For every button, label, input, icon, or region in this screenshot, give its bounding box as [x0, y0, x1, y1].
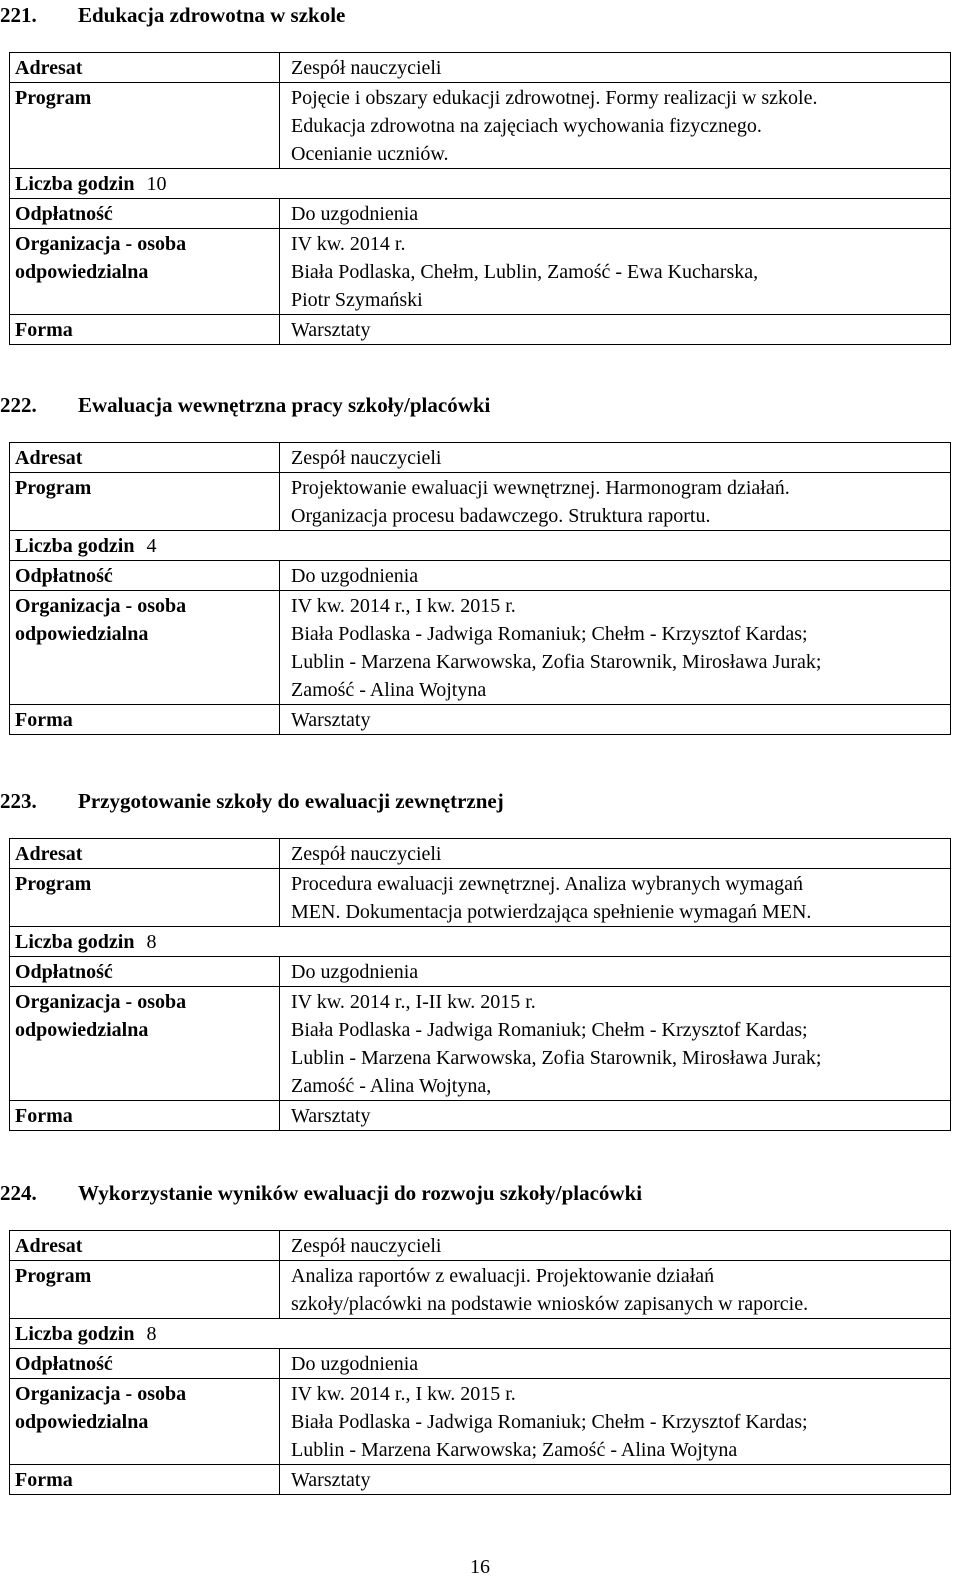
adresat-text: Zespół nauczycieli: [291, 1235, 442, 1257]
fee-row-label: [10, 957, 280, 987]
program-line: Ocenianie uczniów.: [291, 143, 449, 165]
form-row-label: [10, 705, 280, 735]
organization-row-value: [280, 591, 951, 705]
program-line: Organizacja procesu badawczego. Struktura raportu.: [291, 505, 711, 527]
hours-label: [10, 169, 951, 199]
label-text: Organizacja - osoba: [15, 1383, 187, 1405]
label-text: Organizacja - osoba: [15, 595, 187, 617]
fee-row: [10, 1349, 951, 1379]
label-text: Program: [15, 1265, 92, 1287]
program-line: Analiza raportów z ewaluacji. Projektowanie działań: [291, 1265, 715, 1287]
fee-text: Do uzgodnienia: [291, 203, 419, 225]
org-line: Biała Podlaska - Jadwiga Romaniuk; Chełm - Krzysztof Kardas;: [291, 623, 808, 645]
fee-row-label: [10, 1349, 280, 1379]
section-number: 224.: [0, 1181, 37, 1205]
label-text: odpowiedzialna: [15, 1019, 149, 1041]
adresat-row-label: [10, 53, 280, 83]
section-heading: [0, 786, 504, 816]
hours-label: [10, 531, 951, 561]
section-title: Przygotowanie szkoły do ewaluacji zewnętrznej: [78, 789, 504, 813]
organization-row-label: [10, 987, 280, 1101]
program-row-value: [280, 869, 951, 927]
section-number: 221.: [0, 3, 37, 27]
form-row-value: [280, 1465, 951, 1495]
label-text: odpowiedzialna: [15, 623, 149, 645]
program-row-value: [280, 83, 951, 169]
organization-row-value: [280, 987, 951, 1101]
label-text: Forma: [15, 709, 73, 731]
org-line: IV kw. 2014 r., I-II kw. 2015 r.: [291, 991, 536, 1013]
section-heading: [0, 390, 490, 420]
label-text: odpowiedzialna: [15, 261, 149, 283]
form-row: [10, 1101, 951, 1131]
label-text: Adresat: [15, 57, 83, 79]
adresat-row-value: [280, 839, 951, 869]
org-line: Zamość - Alina Wojtyna: [291, 679, 487, 701]
form-row-label: [10, 315, 280, 345]
organization-row-label: [10, 591, 280, 705]
adresat-row: [10, 53, 951, 83]
fee-text: Do uzgodnienia: [291, 1353, 419, 1375]
adresat-row: [10, 443, 951, 473]
org-line: Biała Podlaska - Jadwiga Romaniuk; Chełm - Krzysztof Kardas;: [291, 1411, 808, 1433]
program-row: [10, 1261, 951, 1319]
label-text: Odpłatność: [15, 1353, 113, 1375]
program-row: [10, 473, 951, 531]
organization-row: [10, 591, 951, 705]
program-row-label: [10, 473, 280, 531]
hours-value: 4: [146, 535, 157, 557]
forma-text: Warsztaty: [291, 1469, 371, 1491]
fee-row-value: [280, 561, 951, 591]
form-row-value: [280, 315, 951, 345]
fee-row-value: [280, 957, 951, 987]
label-text: Odpłatność: [15, 203, 113, 225]
adresat-row: [10, 1231, 951, 1261]
program-line: szkoły/placówki na podstawie wniosków zapisanych w raporcie.: [291, 1293, 809, 1315]
organization-row: [10, 987, 951, 1101]
org-line: IV kw. 2014 r.: [291, 233, 406, 255]
hours-value: 8: [146, 1323, 157, 1345]
organization-row: [10, 229, 951, 315]
forma-text: Warsztaty: [291, 709, 371, 731]
label-text: Liczba godzin: [15, 931, 135, 953]
adresat-row-value: [280, 53, 951, 83]
program-line: MEN. Dokumentacja potwierdzająca spełnienie wymagań MEN.: [291, 901, 812, 923]
label-text: Adresat: [15, 843, 83, 865]
label-text: Organizacja - osoba: [15, 991, 187, 1013]
org-line: Zamość - Alina Wojtyna,: [291, 1075, 492, 1097]
org-line: Lublin - Marzena Karwowska, Zofia Starownik, Mirosława Jurak;: [291, 1047, 822, 1069]
org-line: IV kw. 2014 r., I kw. 2015 r.: [291, 595, 516, 617]
label-text: Forma: [15, 319, 73, 341]
forma-text: Warsztaty: [291, 1105, 371, 1127]
org-line: Piotr Szymański: [291, 289, 423, 311]
hours-value: 8: [146, 931, 157, 953]
label-text: odpowiedzialna: [15, 1411, 149, 1433]
form-row-value: [280, 1101, 951, 1131]
hours-row: [10, 927, 951, 957]
adresat-text: Zespół nauczycieli: [291, 447, 442, 469]
fee-row: [10, 957, 951, 987]
section-number: 222.: [0, 393, 37, 417]
program-row-value: [280, 473, 951, 531]
hours-label: [10, 1319, 951, 1349]
adresat-text: Zespół nauczycieli: [291, 843, 442, 865]
program-row-label: [10, 869, 280, 927]
course-table: [9, 52, 951, 345]
section-number: 223.: [0, 789, 37, 813]
form-row-value: [280, 705, 951, 735]
fee-row: [10, 561, 951, 591]
program-row-label: [10, 1261, 280, 1319]
adresat-row-label: [10, 1231, 280, 1261]
adresat-text: Zespół nauczycieli: [291, 57, 442, 79]
org-line: Biała Podlaska - Jadwiga Romaniuk; Chełm - Krzysztof Kardas;: [291, 1019, 808, 1041]
section-title: Ewaluacja wewnętrzna pracy szkoły/placówki: [78, 393, 491, 417]
org-line: Biała Podlaska, Chełm, Lublin, Zamość - Ewa Kucharska,: [291, 261, 759, 283]
label-text: Odpłatność: [15, 565, 113, 587]
label-text: Forma: [15, 1469, 73, 1491]
label-text: Liczba godzin: [15, 1323, 135, 1345]
organization-row-value: [280, 1379, 951, 1465]
label-text: Odpłatność: [15, 961, 113, 983]
adresat-row-value: [280, 443, 951, 473]
label-text: Liczba godzin: [15, 173, 135, 195]
organization-row-label: [10, 1379, 280, 1465]
program-row: [10, 869, 951, 927]
organization-row: [10, 1379, 951, 1465]
section-heading: [0, 1178, 642, 1208]
fee-row-value: [280, 199, 951, 229]
program-line: Procedura ewaluacji zewnętrznej. Analiza wybranych wymagań: [291, 873, 803, 895]
label-text: Program: [15, 477, 92, 499]
hours-label: [10, 927, 951, 957]
fee-row: [10, 199, 951, 229]
section-title: Wykorzystanie wyników ewaluacji do rozwoju szkoły/placówki: [78, 1181, 643, 1205]
org-line: Lublin - Marzena Karwowska, Zofia Starownik, Mirosława Jurak;: [291, 651, 822, 673]
section-title: Edukacja zdrowotna w szkole: [78, 3, 346, 27]
program-line: Edukacja zdrowotna na zajęciach wychowania fizycznego.: [291, 115, 762, 137]
form-row: [10, 315, 951, 345]
section-heading: [0, 0, 345, 30]
form-row: [10, 705, 951, 735]
label-text: Adresat: [15, 1235, 83, 1257]
adresat-row-label: [10, 443, 280, 473]
label-text: Forma: [15, 1105, 73, 1127]
course-table: [9, 1230, 951, 1495]
form-row-label: [10, 1465, 280, 1495]
program-line: Projektowanie ewaluacji wewnętrznej. Harmonogram działań.: [291, 477, 790, 499]
form-row-label: [10, 1101, 280, 1131]
hours-row: [10, 531, 951, 561]
page-number: 16: [470, 1556, 490, 1578]
label-text: Program: [15, 873, 92, 895]
fee-text: Do uzgodnienia: [291, 961, 419, 983]
organization-row-label: [10, 229, 280, 315]
forma-text: Warsztaty: [291, 319, 371, 341]
organization-row-value: [280, 229, 951, 315]
course-table: [9, 442, 951, 735]
org-line: Lublin - Marzena Karwowska; Zamość - Alina Wojtyna: [291, 1439, 738, 1461]
fee-row-label: [10, 561, 280, 591]
program-line: Pojęcie i obszary edukacji zdrowotnej. Formy realizacji w szkole.: [291, 87, 818, 109]
program-row: [10, 83, 951, 169]
fee-text: Do uzgodnienia: [291, 565, 419, 587]
fee-row-label: [10, 199, 280, 229]
org-line: IV kw. 2014 r., I kw. 2015 r.: [291, 1383, 516, 1405]
hours-row: [10, 169, 951, 199]
label-text: Organizacja - osoba: [15, 233, 187, 255]
hours-row: [10, 1319, 951, 1349]
program-row-label: [10, 83, 280, 169]
adresat-row-label: [10, 839, 280, 869]
course-table: [9, 838, 951, 1131]
adresat-row: [10, 839, 951, 869]
label-text: Program: [15, 87, 92, 109]
form-row: [10, 1465, 951, 1495]
program-row-value: [280, 1261, 951, 1319]
fee-row-value: [280, 1349, 951, 1379]
label-text: Liczba godzin: [15, 535, 135, 557]
adresat-row-value: [280, 1231, 951, 1261]
hours-value: 10: [146, 173, 167, 195]
label-text: Adresat: [15, 447, 83, 469]
